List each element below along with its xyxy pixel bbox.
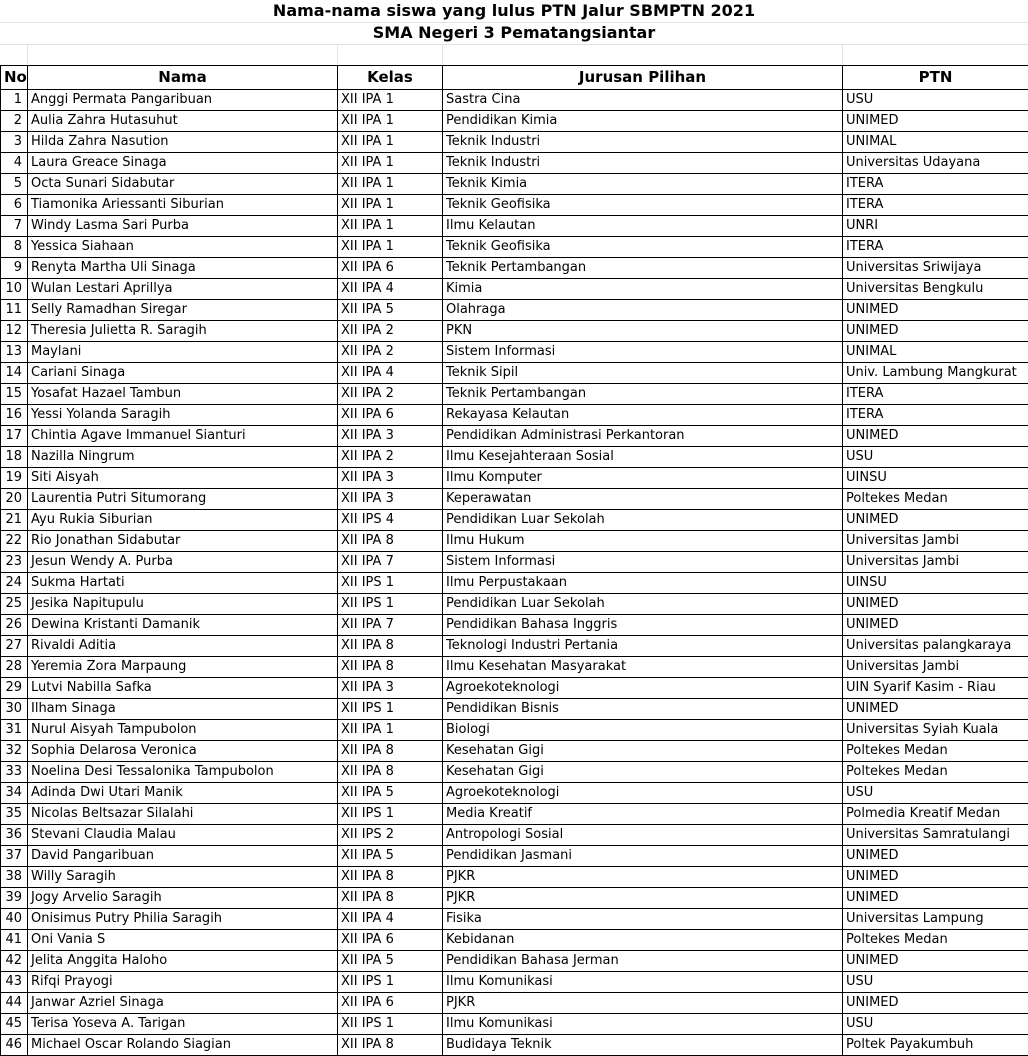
- cell-nama[interactable]: Oni Vania S: [28, 930, 338, 951]
- cell-nama[interactable]: Stevani Claudia Malau: [28, 825, 338, 846]
- table-row: [1, 216, 1028, 237]
- cell-jurusan[interactable]: PJKR: [443, 993, 843, 1014]
- cell-ptn[interactable]: UNIMED: [843, 867, 1028, 888]
- cell-kelas[interactable]: XII IPA 3: [338, 426, 443, 447]
- cell-jurusan[interactable]: Teknologi Industri Pertania: [443, 636, 843, 657]
- cell-kelas[interactable]: XII IPA 1: [338, 216, 443, 237]
- cell-jurusan[interactable]: Teknik Kimia: [443, 174, 843, 195]
- sheet-subtitle: SMA Negeri 3 Pematangsiantar: [0, 22, 1028, 45]
- cell-no[interactable]: 19: [1, 468, 28, 489]
- cell-no[interactable]: 43: [1, 972, 28, 993]
- cell-ptn[interactable]: UNIMED: [843, 300, 1028, 321]
- cell-kelas[interactable]: XII IPA 3: [338, 678, 443, 699]
- table-row: [1, 678, 1028, 699]
- cell-nama[interactable]: Cariani Sinaga: [28, 363, 338, 384]
- cell-jurusan[interactable]: PJKR: [443, 867, 843, 888]
- cell-nama[interactable]: Theresia Julietta R. Saragih: [28, 321, 338, 342]
- cell-nama[interactable]: Yessi Yolanda Saragih: [28, 405, 338, 426]
- table-row: [1, 279, 1028, 300]
- cell-kelas[interactable]: XII IPS 2: [338, 825, 443, 846]
- cell-ptn[interactable]: USU: [843, 783, 1028, 804]
- table-row: [1, 552, 1028, 573]
- cell-no[interactable]: 10: [1, 279, 28, 300]
- blank-row: [0, 44, 1028, 66]
- cell-nama[interactable]: Nicolas Beltsazar Silalahi: [28, 804, 338, 825]
- cell-no[interactable]: 38: [1, 867, 28, 888]
- cell-no[interactable]: 40: [1, 909, 28, 930]
- table-row: [1, 930, 1028, 951]
- cell-no[interactable]: 36: [1, 825, 28, 846]
- cell-kelas[interactable]: XII IPA 2: [338, 342, 443, 363]
- table-row: [1, 1035, 1028, 1056]
- cell-ptn[interactable]: USU: [843, 90, 1028, 111]
- cell-nama[interactable]: Rio Jonathan Sidabutar: [28, 531, 338, 552]
- cell-kelas[interactable]: XII IPA 8: [338, 888, 443, 909]
- cell-jurusan[interactable]: Keperawatan: [443, 489, 843, 510]
- cell-jurusan[interactable]: Biologi: [443, 720, 843, 741]
- cell-jurusan[interactable]: Sistem Informasi: [443, 342, 843, 363]
- cell-ptn[interactable]: Universitas Lampung: [843, 909, 1028, 930]
- cell-ptn[interactable]: Poltekes Medan: [843, 489, 1028, 510]
- cell-ptn[interactable]: USU: [843, 1014, 1028, 1035]
- column-header-nama[interactable]: Nama: [28, 66, 338, 90]
- cell-ptn[interactable]: Poltekes Medan: [843, 762, 1028, 783]
- cell-ptn[interactable]: Universitas Jambi: [843, 531, 1028, 552]
- cell-nama[interactable]: Jogy Arvelio Saragih: [28, 888, 338, 909]
- cell-ptn[interactable]: ITERA: [843, 405, 1028, 426]
- cell-kelas[interactable]: XII IPA 6: [338, 258, 443, 279]
- cell-no[interactable]: 1: [1, 90, 28, 111]
- cell-no[interactable]: 15: [1, 384, 28, 405]
- cell-nama[interactable]: Anggi Permata Pangaribuan: [28, 90, 338, 111]
- cell-jurusan[interactable]: Ilmu Komputer: [443, 468, 843, 489]
- cell-no[interactable]: 33: [1, 762, 28, 783]
- table-row: [1, 258, 1028, 279]
- cell-ptn[interactable]: UNRI: [843, 216, 1028, 237]
- cell-ptn[interactable]: UNIMED: [843, 510, 1028, 531]
- cell-kelas[interactable]: XII IPA 2: [338, 447, 443, 468]
- cell-no[interactable]: 3: [1, 132, 28, 153]
- cell-nama[interactable]: Michael Oscar Rolando Siagian: [28, 1035, 338, 1056]
- cell-kelas[interactable]: XII IPS 1: [338, 699, 443, 720]
- cell-kelas[interactable]: XII IPA 7: [338, 552, 443, 573]
- cell-kelas[interactable]: XII IPA 5: [338, 951, 443, 972]
- student-table: [0, 65, 1028, 1056]
- cell-nama[interactable]: Dewina Kristanti Damanik: [28, 615, 338, 636]
- cell-kelas[interactable]: XII IPA 4: [338, 909, 443, 930]
- cell-nama[interactable]: Janwar Azriel Sinaga: [28, 993, 338, 1014]
- cell-ptn[interactable]: ITERA: [843, 384, 1028, 405]
- cell-jurusan[interactable]: PKN: [443, 321, 843, 342]
- cell-no[interactable]: 42: [1, 951, 28, 972]
- table-row: [1, 825, 1028, 846]
- cell-kelas[interactable]: XII IPA 4: [338, 279, 443, 300]
- blank-cell[interactable]: [0, 44, 28, 65]
- cell-nama[interactable]: Jesika Napitupulu: [28, 594, 338, 615]
- cell-ptn[interactable]: Universitas Sriwijaya: [843, 258, 1028, 279]
- table-row: [1, 90, 1028, 111]
- cell-ptn[interactable]: UNIMED: [843, 594, 1028, 615]
- table-row: [1, 531, 1028, 552]
- cell-kelas[interactable]: XII IPA 1: [338, 153, 443, 174]
- cell-jurusan[interactable]: Pendidikan Bisnis: [443, 699, 843, 720]
- table-row: [1, 1014, 1028, 1035]
- cell-no[interactable]: 9: [1, 258, 28, 279]
- cell-kelas[interactable]: XII IPA 8: [338, 531, 443, 552]
- table-row: [1, 699, 1028, 720]
- table-row: [1, 447, 1028, 468]
- cell-no[interactable]: 22: [1, 531, 28, 552]
- cell-no[interactable]: 29: [1, 678, 28, 699]
- cell-ptn[interactable]: Polmedia Kreatif Medan: [843, 804, 1028, 825]
- cell-jurusan[interactable]: Kesehatan Gigi: [443, 741, 843, 762]
- cell-ptn[interactable]: Poltek Payakumbuh: [843, 1035, 1028, 1056]
- column-header-kelas[interactable]: Kelas: [338, 66, 443, 90]
- cell-no[interactable]: 24: [1, 573, 28, 594]
- cell-jurusan[interactable]: Pendidikan Luar Sekolah: [443, 510, 843, 531]
- cell-kelas[interactable]: XII IPA 2: [338, 384, 443, 405]
- cell-no[interactable]: 6: [1, 195, 28, 216]
- table-row: [1, 384, 1028, 405]
- cell-kelas[interactable]: XII IPA 3: [338, 489, 443, 510]
- cell-kelas[interactable]: XII IPA 7: [338, 615, 443, 636]
- cell-no[interactable]: 32: [1, 741, 28, 762]
- cell-ptn[interactable]: UNIMED: [843, 615, 1028, 636]
- cell-no[interactable]: 5: [1, 174, 28, 195]
- table-row: [1, 510, 1028, 531]
- cell-nama[interactable]: Jelita Anggita Haloho: [28, 951, 338, 972]
- cell-jurusan[interactable]: Budidaya Teknik: [443, 1035, 843, 1056]
- cell-kelas[interactable]: XII IPA 4: [338, 363, 443, 384]
- cell-jurusan[interactable]: Teknik Industri: [443, 153, 843, 174]
- cell-no[interactable]: 31: [1, 720, 28, 741]
- cell-kelas[interactable]: XII IPA 8: [338, 657, 443, 678]
- cell-kelas[interactable]: XII IPS 1: [338, 1014, 443, 1035]
- cell-ptn[interactable]: Universitas Samratulangi: [843, 825, 1028, 846]
- cell-ptn[interactable]: Univ. Lambung Mangkurat: [843, 363, 1028, 384]
- cell-jurusan[interactable]: Sastra Cina: [443, 90, 843, 111]
- table-row: [1, 972, 1028, 993]
- cell-kelas[interactable]: XII IPA 8: [338, 762, 443, 783]
- column-header-no[interactable]: No: [1, 66, 28, 90]
- table-row: [1, 468, 1028, 489]
- cell-kelas[interactable]: XII IPA 5: [338, 846, 443, 867]
- cell-ptn[interactable]: Poltekes Medan: [843, 930, 1028, 951]
- cell-nama[interactable]: Yessica Siahaan: [28, 237, 338, 258]
- cell-jurusan[interactable]: Olahraga: [443, 300, 843, 321]
- blank-cell[interactable]: [27, 44, 338, 65]
- cell-no[interactable]: 20: [1, 489, 28, 510]
- cell-jurusan[interactable]: Agroekoteknologi: [443, 783, 843, 804]
- cell-nama[interactable]: Octa Sunari Sidabutar: [28, 174, 338, 195]
- cell-kelas[interactable]: XII IPA 2: [338, 321, 443, 342]
- cell-nama[interactable]: Windy Lasma Sari Purba: [28, 216, 338, 237]
- table-row: [1, 909, 1028, 930]
- cell-ptn[interactable]: UNIMED: [843, 321, 1028, 342]
- cell-no[interactable]: 30: [1, 699, 28, 720]
- cell-no[interactable]: 41: [1, 930, 28, 951]
- table-row: [1, 720, 1028, 741]
- cell-no[interactable]: 28: [1, 657, 28, 678]
- cell-kelas[interactable]: XII IPA 1: [338, 237, 443, 258]
- cell-nama[interactable]: Lutvi Nabilla Safka: [28, 678, 338, 699]
- cell-kelas[interactable]: XII IPS 4: [338, 510, 443, 531]
- table-row: [1, 783, 1028, 804]
- table-row: [1, 321, 1028, 342]
- table-row: [1, 195, 1028, 216]
- cell-nama[interactable]: Willy Saragih: [28, 867, 338, 888]
- cell-nama[interactable]: Terisa Yoseva A. Tarigan: [28, 1014, 338, 1035]
- cell-kelas[interactable]: XII IPA 1: [338, 90, 443, 111]
- cell-ptn[interactable]: UNIMED: [843, 888, 1028, 909]
- cell-no[interactable]: 4: [1, 153, 28, 174]
- column-header-ptn[interactable]: PTN: [843, 66, 1028, 90]
- cell-nama[interactable]: Nazilla Ningrum: [28, 447, 338, 468]
- cell-kelas[interactable]: XII IPA 1: [338, 720, 443, 741]
- cell-nama[interactable]: Laurentia Putri Situmorang: [28, 489, 338, 510]
- cell-ptn[interactable]: ITERA: [843, 237, 1028, 258]
- table-row: [1, 153, 1028, 174]
- cell-nama[interactable]: Yosafat Hazael Tambun: [28, 384, 338, 405]
- cell-kelas[interactable]: XII IPA 1: [338, 111, 443, 132]
- cell-kelas[interactable]: XII IPS 1: [338, 573, 443, 594]
- table-row: [1, 636, 1028, 657]
- cell-jurusan[interactable]: Pendidikan Jasmani: [443, 846, 843, 867]
- cell-ptn[interactable]: UNIMED: [843, 951, 1028, 972]
- cell-ptn[interactable]: UINSU: [843, 573, 1028, 594]
- table-row: [1, 237, 1028, 258]
- table-row: [1, 405, 1028, 426]
- table-row: [1, 111, 1028, 132]
- cell-ptn[interactable]: USU: [843, 972, 1028, 993]
- table-row: [1, 132, 1028, 153]
- cell-kelas[interactable]: XII IPA 3: [338, 468, 443, 489]
- cell-nama[interactable]: Rivaldi Aditia: [28, 636, 338, 657]
- cell-no[interactable]: 8: [1, 237, 28, 258]
- cell-jurusan[interactable]: Ilmu Komunikasi: [443, 1014, 843, 1035]
- cell-kelas[interactable]: XII IPA 8: [338, 867, 443, 888]
- cell-nama[interactable]: Aulia Zahra Hutasuhut: [28, 111, 338, 132]
- cell-no[interactable]: 12: [1, 321, 28, 342]
- cell-kelas[interactable]: XII IPA 6: [338, 993, 443, 1014]
- cell-ptn[interactable]: UNIMAL: [843, 342, 1028, 363]
- cell-kelas[interactable]: XII IPA 8: [338, 636, 443, 657]
- cell-jurusan[interactable]: Pendidikan Luar Sekolah: [443, 594, 843, 615]
- cell-ptn[interactable]: UINSU: [843, 468, 1028, 489]
- cell-ptn[interactable]: Universitas Syiah Kuala: [843, 720, 1028, 741]
- cell-kelas[interactable]: XII IPA 5: [338, 783, 443, 804]
- cell-no[interactable]: 27: [1, 636, 28, 657]
- cell-nama[interactable]: Hilda Zahra Nasution: [28, 132, 338, 153]
- cell-no[interactable]: 23: [1, 552, 28, 573]
- cell-ptn[interactable]: Universitas Bengkulu: [843, 279, 1028, 300]
- table-row: [1, 741, 1028, 762]
- cell-nama[interactable]: Noelina Desi Tessalonika Tampubolon: [28, 762, 338, 783]
- cell-jurusan[interactable]: Teknik Industri: [443, 132, 843, 153]
- cell-nama[interactable]: Renyta Martha Uli Sinaga: [28, 258, 338, 279]
- cell-no[interactable]: 46: [1, 1035, 28, 1056]
- table-row: [1, 993, 1028, 1014]
- cell-nama[interactable]: Yeremia Zora Marpaung: [28, 657, 338, 678]
- cell-nama[interactable]: Ilham Sinaga: [28, 699, 338, 720]
- cell-no[interactable]: 45: [1, 1014, 28, 1035]
- cell-kelas[interactable]: XII IPA 1: [338, 132, 443, 153]
- cell-jurusan[interactable]: Media Kreatif: [443, 804, 843, 825]
- cell-no[interactable]: 25: [1, 594, 28, 615]
- cell-jurusan[interactable]: Ilmu Kelautan: [443, 216, 843, 237]
- cell-no[interactable]: 35: [1, 804, 28, 825]
- cell-ptn[interactable]: Poltekes Medan: [843, 741, 1028, 762]
- header-row: [1, 66, 1028, 90]
- cell-jurusan[interactable]: Agroekoteknologi: [443, 678, 843, 699]
- cell-jurusan[interactable]: Ilmu Perpustakaan: [443, 573, 843, 594]
- column-header-jurusan[interactable]: Jurusan Pilihan: [443, 66, 843, 90]
- cell-kelas[interactable]: XII IPS 1: [338, 594, 443, 615]
- cell-no[interactable]: 16: [1, 405, 28, 426]
- cell-kelas[interactable]: XII IPA 8: [338, 741, 443, 762]
- cell-ptn[interactable]: UNIMED: [843, 111, 1028, 132]
- cell-ptn[interactable]: UIN Syarif Kasim - Riau: [843, 678, 1028, 699]
- cell-jurusan[interactable]: Pendidikan Administrasi Perkantoran: [443, 426, 843, 447]
- cell-no[interactable]: 26: [1, 615, 28, 636]
- cell-nama[interactable]: Wulan Lestari Aprillya: [28, 279, 338, 300]
- cell-nama[interactable]: Ayu Rukia Siburian: [28, 510, 338, 531]
- cell-nama[interactable]: Sukma Hartati: [28, 573, 338, 594]
- cell-kelas[interactable]: XII IPS 1: [338, 972, 443, 993]
- table-row: [1, 762, 1028, 783]
- cell-nama[interactable]: Chintia Agave Immanuel Sianturi: [28, 426, 338, 447]
- table-row: [1, 804, 1028, 825]
- cell-kelas[interactable]: XII IPA 1: [338, 195, 443, 216]
- cell-kelas[interactable]: XII IPA 6: [338, 405, 443, 426]
- cell-no[interactable]: 11: [1, 300, 28, 321]
- cell-ptn[interactable]: UNIMED: [843, 993, 1028, 1014]
- table-row: [1, 615, 1028, 636]
- sheet-title: Nama-nama siswa yang lulus PTN Jalur SBMPTN 2021: [0, 0, 1028, 23]
- blank-cell[interactable]: [442, 44, 843, 65]
- cell-jurusan[interactable]: Ilmu Hukum: [443, 531, 843, 552]
- cell-no[interactable]: 14: [1, 363, 28, 384]
- cell-jurusan[interactable]: Pendidikan Bahasa Inggris: [443, 615, 843, 636]
- cell-no[interactable]: 7: [1, 216, 28, 237]
- cell-nama[interactable]: David Pangaribuan: [28, 846, 338, 867]
- cell-no[interactable]: 17: [1, 426, 28, 447]
- cell-jurusan[interactable]: PJKR: [443, 888, 843, 909]
- cell-ptn[interactable]: ITERA: [843, 195, 1028, 216]
- blank-cell[interactable]: [337, 44, 443, 65]
- cell-jurusan[interactable]: Ilmu Kesehatan Masyarakat: [443, 657, 843, 678]
- cell-ptn[interactable]: USU: [843, 447, 1028, 468]
- cell-jurusan[interactable]: Rekayasa Kelautan: [443, 405, 843, 426]
- cell-kelas[interactable]: XII IPS 1: [338, 804, 443, 825]
- cell-kelas[interactable]: XII IPA 8: [338, 1035, 443, 1056]
- cell-ptn[interactable]: UNIMED: [843, 846, 1028, 867]
- cell-no[interactable]: 37: [1, 846, 28, 867]
- cell-ptn[interactable]: UNIMED: [843, 426, 1028, 447]
- table-row: [1, 888, 1028, 909]
- cell-jurusan[interactable]: Ilmu Kesejahteraan Sosial: [443, 447, 843, 468]
- cell-nama[interactable]: Adinda Dwi Utari Manik: [28, 783, 338, 804]
- cell-no[interactable]: 39: [1, 888, 28, 909]
- cell-jurusan[interactable]: Teknik Pertambangan: [443, 258, 843, 279]
- cell-jurusan[interactable]: Teknik Geofisika: [443, 237, 843, 258]
- cell-nama[interactable]: Sophia Delarosa Veronica: [28, 741, 338, 762]
- cell-ptn[interactable]: UNIMED: [843, 699, 1028, 720]
- table-row: [1, 363, 1028, 384]
- cell-jurusan[interactable]: Kimia: [443, 279, 843, 300]
- cell-kelas[interactable]: XII IPA 6: [338, 930, 443, 951]
- cell-ptn[interactable]: Universitas Udayana: [843, 153, 1028, 174]
- table-row: [1, 573, 1028, 594]
- table-row: [1, 594, 1028, 615]
- table-row: [1, 657, 1028, 678]
- cell-jurusan[interactable]: Kesehatan Gigi: [443, 762, 843, 783]
- cell-ptn[interactable]: UNIMAL: [843, 132, 1028, 153]
- cell-nama[interactable]: Jesun Wendy A. Purba: [28, 552, 338, 573]
- cell-nama[interactable]: Siti Aisyah: [28, 468, 338, 489]
- cell-jurusan[interactable]: Antropologi Sosial: [443, 825, 843, 846]
- cell-nama[interactable]: Maylani: [28, 342, 338, 363]
- cell-nama[interactable]: Laura Greace Sinaga: [28, 153, 338, 174]
- table-row: [1, 489, 1028, 510]
- cell-no[interactable]: 34: [1, 783, 28, 804]
- cell-jurusan[interactable]: Fisika: [443, 909, 843, 930]
- cell-jurusan[interactable]: Ilmu Komunikasi: [443, 972, 843, 993]
- cell-nama[interactable]: Selly Ramadhan Siregar: [28, 300, 338, 321]
- cell-kelas[interactable]: XII IPA 5: [338, 300, 443, 321]
- cell-no[interactable]: 2: [1, 111, 28, 132]
- table-row: [1, 951, 1028, 972]
- cell-no[interactable]: 21: [1, 510, 28, 531]
- cell-ptn[interactable]: Universitas Jambi: [843, 657, 1028, 678]
- cell-jurusan[interactable]: Sistem Informasi: [443, 552, 843, 573]
- cell-nama[interactable]: Nurul Aisyah Tampubolon: [28, 720, 338, 741]
- cell-jurusan[interactable]: Kebidanan: [443, 930, 843, 951]
- table-row: [1, 846, 1028, 867]
- cell-no[interactable]: 13: [1, 342, 28, 363]
- table-row: [1, 300, 1028, 321]
- table-row: [1, 174, 1028, 195]
- cell-kelas[interactable]: XII IPA 1: [338, 174, 443, 195]
- cell-ptn[interactable]: Universitas Jambi: [843, 552, 1028, 573]
- cell-ptn[interactable]: ITERA: [843, 174, 1028, 195]
- cell-jurusan[interactable]: Teknik Sipil: [443, 363, 843, 384]
- cell-jurusan[interactable]: Pendidikan Kimia: [443, 111, 843, 132]
- cell-jurusan[interactable]: Pendidikan Bahasa Jerman: [443, 951, 843, 972]
- cell-no[interactable]: 44: [1, 993, 28, 1014]
- table-row: [1, 342, 1028, 363]
- cell-jurusan[interactable]: Teknik Geofisika: [443, 195, 843, 216]
- cell-nama[interactable]: Rifqi Prayogi: [28, 972, 338, 993]
- cell-jurusan[interactable]: Teknik Pertambangan: [443, 384, 843, 405]
- cell-ptn[interactable]: Universitas palangkaraya: [843, 636, 1028, 657]
- table-row: [1, 867, 1028, 888]
- cell-no[interactable]: 18: [1, 447, 28, 468]
- cell-nama[interactable]: Tiamonika Ariessanti Siburian: [28, 195, 338, 216]
- cell-nama[interactable]: Onisimus Putry Philia Saragih: [28, 909, 338, 930]
- table-row: [1, 426, 1028, 447]
